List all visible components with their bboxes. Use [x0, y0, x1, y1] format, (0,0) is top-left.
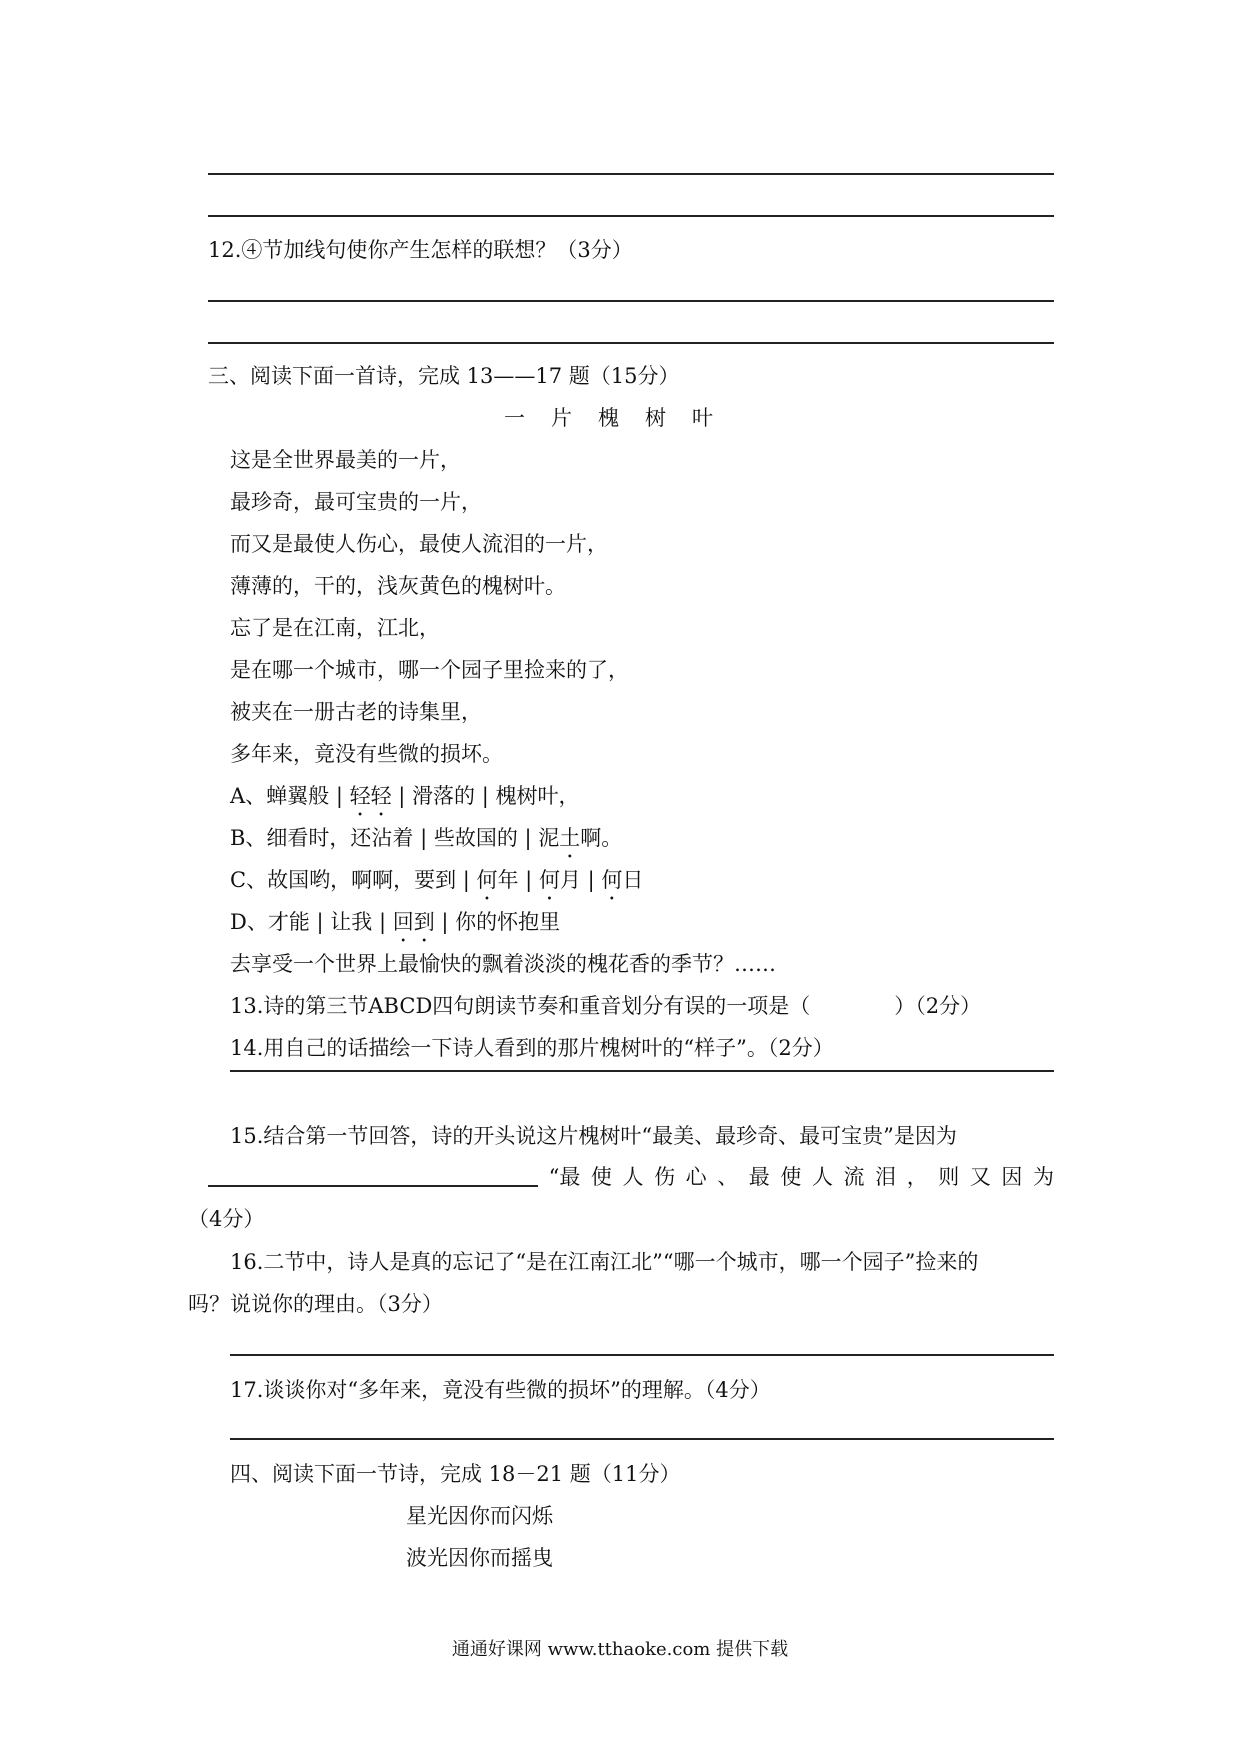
question-16: 16.二节中，诗人是真的忘记了“是在江南江北”“哪一个城市，哪一个园子”捡来的	[230, 1250, 979, 1274]
option-text: B、细看时，还沾着 | 些故国的 |	[230, 826, 539, 850]
q15-char: 、	[717, 1165, 739, 1189]
q15-char: 最	[748, 1165, 770, 1189]
option-text: 泥	[538, 826, 560, 850]
question-13: 13.诗的第三节ABCD四句朗读节奏和重音划分有误的一项是（ ）（2分）	[230, 994, 982, 1018]
option-b-line	[230, 824, 622, 852]
stressed-char: 回	[392, 910, 414, 934]
q15-char: 人	[622, 1165, 644, 1189]
poem-line: 最珍奇，最可宝贵的一片，	[230, 490, 482, 514]
option-text: 年 |	[497, 868, 539, 892]
option-c-line	[230, 866, 643, 894]
q15-char: 心	[685, 1165, 707, 1189]
poem-line: 星光因你而闪烁	[406, 1504, 553, 1528]
option-text: 啊。	[580, 826, 623, 850]
answer-line[interactable]	[230, 1438, 1054, 1440]
poem-line: 去享受一个世界上最愉快的飘着淡淡的槐花香的季节？……	[230, 952, 776, 976]
question-15-score: （4分）	[188, 1207, 265, 1231]
question-12: 12.④节加线句使你产生怎样的联想？（3分）	[208, 238, 633, 262]
question-14: 14.用自己的话描绘一下诗人看到的那片槐树叶的“样子”。（2分）	[230, 1036, 834, 1060]
question-17: 17.谈谈你对“多年来，竟没有些微的损坏”的理解。（4分）	[230, 1378, 771, 1402]
poem-line: 被夹在一册古老的诗集里，	[230, 700, 482, 724]
section4-heading: 四、阅读下面一节诗，完成 18－21 题（11分）	[230, 1462, 681, 1486]
option-text: 日	[622, 868, 644, 892]
q15-char: “最	[548, 1165, 581, 1189]
option-d-line	[230, 908, 560, 936]
q15-char: 为	[1033, 1165, 1054, 1189]
question-15: 15.结合第一节回答，诗的开头说这片槐树叶“最美、最珍奇、最可宝贵”是因为	[230, 1124, 957, 1148]
option-text: D、才能 | 让我 |	[230, 910, 393, 934]
q15-char: 又	[969, 1165, 991, 1189]
answer-line[interactable]	[230, 1070, 1054, 1072]
stressed-char: 何	[538, 868, 560, 892]
poem-line: 多年来，竟没有些微的损坏。	[230, 742, 503, 766]
poem-line: 是在哪一个城市，哪一个园子里捡来的了，	[230, 658, 629, 682]
option-text: 月 |	[559, 868, 602, 892]
q15-char: ，	[906, 1165, 928, 1189]
q15-char: 流	[843, 1165, 865, 1189]
stressed-char: 何	[601, 868, 623, 892]
question-16-cont: 吗？说说你的理由。（3分）	[188, 1292, 443, 1316]
answer-line[interactable]	[208, 300, 1054, 302]
poem-title: 一片槐树叶	[504, 406, 739, 430]
q15-char: 人	[811, 1165, 833, 1189]
poem-line: 忘了是在江南，江北，	[230, 616, 440, 640]
q15-char: 则	[938, 1165, 960, 1189]
poem-line: 而又是最使人伤心，最使人流泪的一片，	[230, 532, 608, 556]
answer-line[interactable]	[230, 1354, 1054, 1356]
answer-line[interactable]	[208, 342, 1054, 344]
option-text: C、故国哟，啊啊，要到 |	[230, 868, 477, 892]
footer-source: 通通好课网 www.tthaoke.com 提供下载	[451, 1639, 789, 1660]
poem-line: 波光因你而摇曳	[406, 1546, 553, 1570]
fill-in-blank[interactable]	[208, 1163, 538, 1187]
answer-line[interactable]	[208, 215, 1054, 217]
q15-char: 伤	[654, 1165, 676, 1189]
poem-line: 薄薄的，干的，浅灰黄色的槐树叶。	[230, 574, 566, 598]
option-a-line	[230, 782, 579, 810]
stressed-char: 土	[559, 826, 581, 850]
stressed-char: 何	[476, 868, 498, 892]
q15-char: 使	[780, 1165, 802, 1189]
stressed-char: 轻	[370, 784, 392, 808]
stressed-char: 到	[413, 910, 435, 934]
poem-line: 这是全世界最美的一片，	[230, 448, 461, 472]
answer-line[interactable]	[208, 173, 1054, 175]
stressed-char: 轻	[349, 784, 371, 808]
question-15-continuation	[208, 1163, 1054, 1191]
section3-heading: 三、阅读下面一首诗，完成 13——17 题（15分）	[208, 364, 680, 388]
q15-char: 因	[1001, 1165, 1023, 1189]
q15-char: 使	[590, 1165, 612, 1189]
option-text: | 滑落的 | 槐树叶，	[391, 784, 580, 808]
option-text: A、蝉翼般 |	[230, 784, 350, 808]
q15-char: 泪	[875, 1165, 897, 1189]
option-text: | 你的怀抱里	[434, 910, 561, 934]
